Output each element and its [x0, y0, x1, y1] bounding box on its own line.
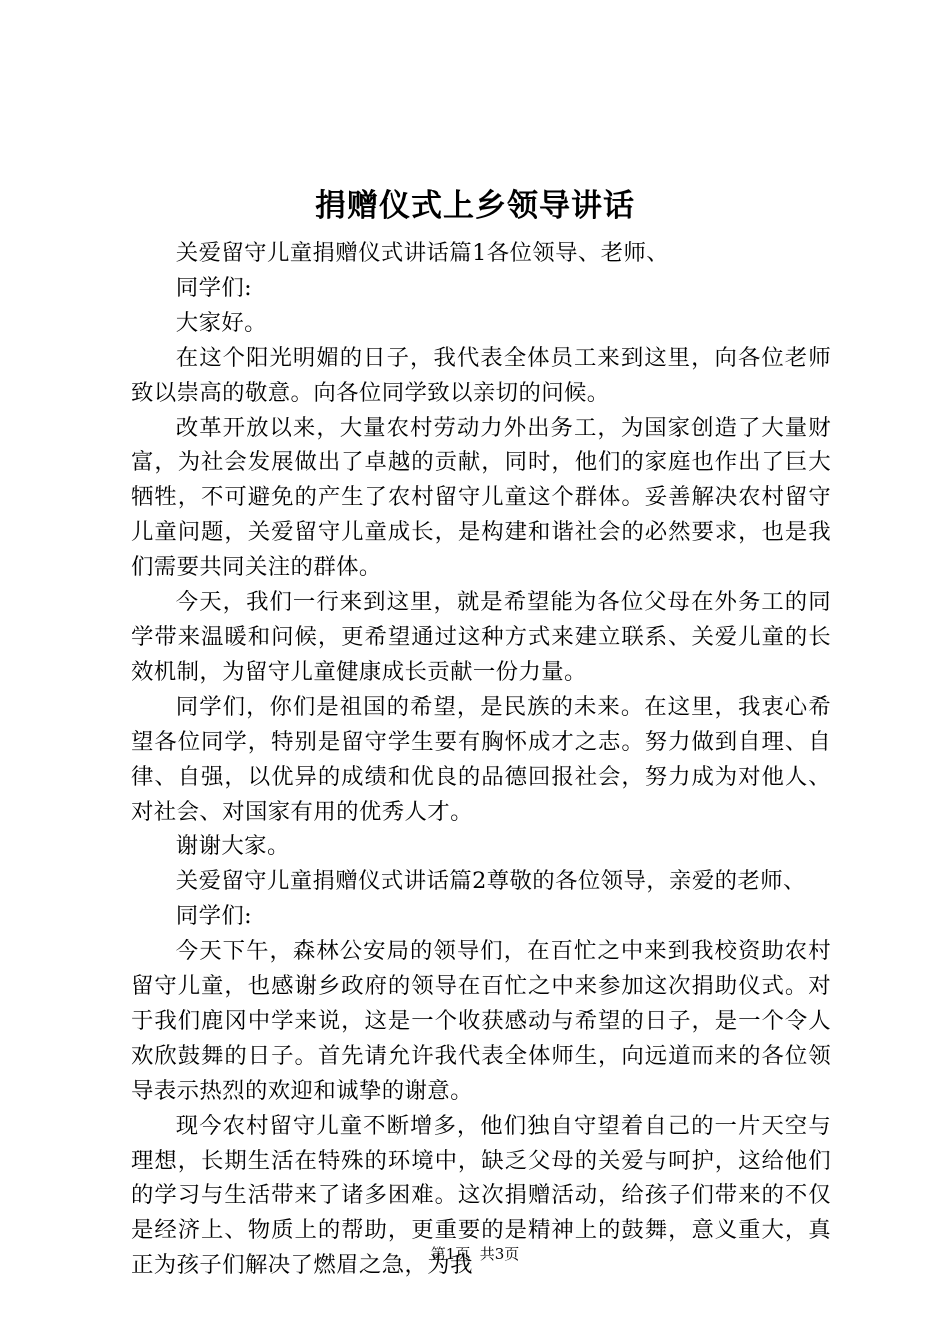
paragraph: 关爱留守儿童捐赠仪式讲话篇1各位领导、老师、: [175, 240, 670, 266]
page-number: 第1页 共3页: [430, 1245, 520, 1263]
paragraph: 同学们:: [175, 274, 253, 301]
paragraph: 谢谢大家。: [175, 833, 290, 860]
paragraph: 大家好。: [175, 309, 267, 336]
paragraph: 现今农村留守儿童不断增多，他们独自守望着自己的一片天空与理想，长期生活在特殊的环境中，缺乏父母的关爱与呵护，这给他们的学习与生活带来了诸多困难。这次捐赠活动，给孩子们带来的不仅是经济上、物质上的帮助，更重要的是精神上的鼓舞，意义重大，真正为孩子们解决了燃眉之急，为我: [131, 1112, 831, 1279]
paragraph: 今天下午，森林公安局的领导们，在百忙之中来到我校资助农村留守儿童，也感谢乡政府的领导在百忙之中来参加这次捐助仪式。对于我们鹿冈中学来说，这是一个收获感动与希望的日子，是一个令人欢欣鼓舞的日子。首先请允许我代表全体师生，向远道而来的各位领导表示热烈的欢迎和诚挚的谢意。: [131, 938, 831, 1104]
document-body: [131, 236, 831, 1283]
paragraph: 在这个阳光明媚的日子，我代表全体员工来到这里，向各位老师致以崇高的敬意。向各位同学致以亲切的问候。: [131, 344, 831, 406]
paragraph: 今天，我们一行来到这里，就是希望能为各位父母在外务工的同学带来温暖和问候，更希望通过这种方式来建立联系、关爱儿童的长效机制，为留守儿童健康成长贡献一份力量。: [131, 589, 831, 685]
paragraph: 同学们，你们是祖国的希望，是民族的未来。在这里，我衷心希望各位同学，特别是留守学生要有胸怀成才之志。努力做到自理、自律、自强，以优异的成绩和优良的品德回报社会，努力成为对他人、对社会、对国家有用的优秀人才。: [131, 693, 831, 825]
page-footer: [0, 1244, 950, 1264]
paragraph: 同学们:: [175, 903, 253, 930]
document-title: 捐赠仪式上乡领导讲话: [315, 188, 635, 224]
paragraph: 改革开放以来，大量农村劳动力外出务工，为国家创造了大量财富，为社会发展做出了卓越的贡献，同时，他们的家庭也作出了巨大牺牲，不可避免的产生了农村留守儿童这个群体。妥善解决农村留守儿童问题，关爱留守儿童成长，是构建和谐社会的必然要求，也是我们需要共同关注的群体。: [131, 414, 831, 581]
paragraph: 关爱留守儿童捐赠仪式讲话篇2尊敬的各位领导，亲爱的老师、: [175, 868, 806, 895]
